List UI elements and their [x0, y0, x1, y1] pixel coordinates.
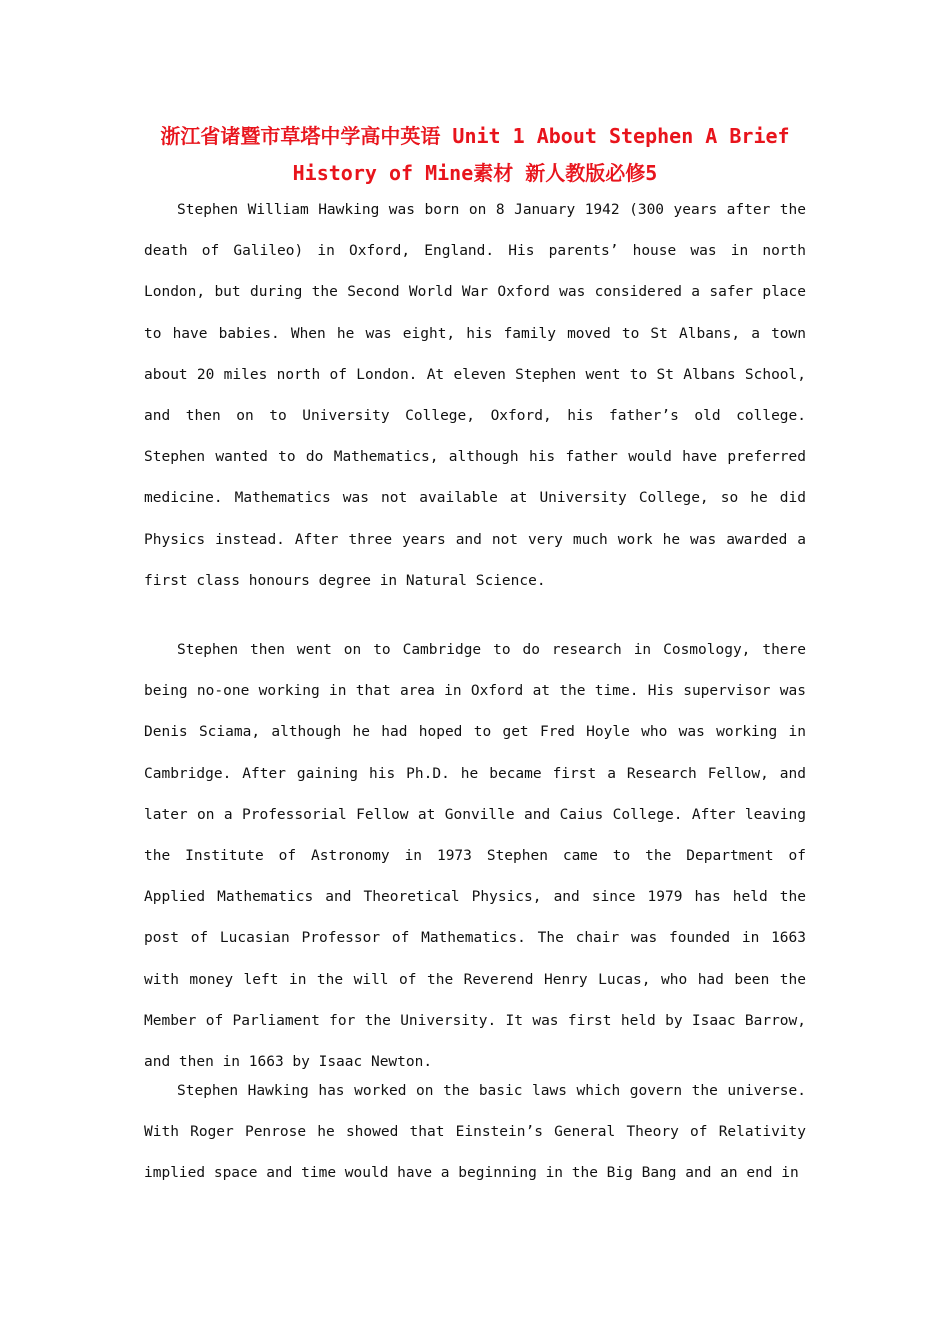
document-title: 浙江省诸暨市草塔中学高中英语 Unit 1 About Stephen A Brief History of Mine素材 新人教版必修5 [160, 124, 790, 185]
paragraph-research: Stephen Hawking has worked on the basic laws which govern the universe. With Roger Penrose he showed that Einstein’s General Theory of Relativity implied space and time would have a beginning in the Big Bang and an end in [144, 1083, 806, 1182]
paragraph-early-life: Stephen William Hawking was born on 8 January 1942 (300 years after the death of Galileo) in Oxford, England. His parents’ house was in north London, but during the Second World War Oxford was considered a safer place to have babies. When he was eight, his family moved to St Albans, a town about 20 miles north of London. At eleven Stephen went to St Albans School, and then on to University College, Oxford, his father’s old college. Stephen wanted to do Mathematics, although his father would have preferred medicine. Mathematics was not available at University College, so he did Physics instead. After three years and not very much work he was awarded a first class honours degree in Natural Science. [144, 202, 806, 589]
paragraph-cambridge-career: Stephen then went on to Cambridge to do research in Cosmology, there being no-one working in that area in Oxford at the time. His supervisor was Denis Sciama, although he had hoped to get Fred Hoyle who was working in Cambridge. After gaining his Ph.D. he became first a Research Fellow, and later on a Professorial Fellow at Gonville and Caius College. After leaving the Institute of Astronomy in 1973 Stephen came to the Department of Applied Mathematics and Theoretical Physics, and since 1979 has held the post of Lucasian Professor of Mathematics. The chair was founded in 1663 with money left in the will of the Reverend Henry Lucas, who had been the Member of Parliament for the University. It was first held by Isaac Barrow, and then in 1663 by Isaac Newton. [144, 642, 806, 1071]
